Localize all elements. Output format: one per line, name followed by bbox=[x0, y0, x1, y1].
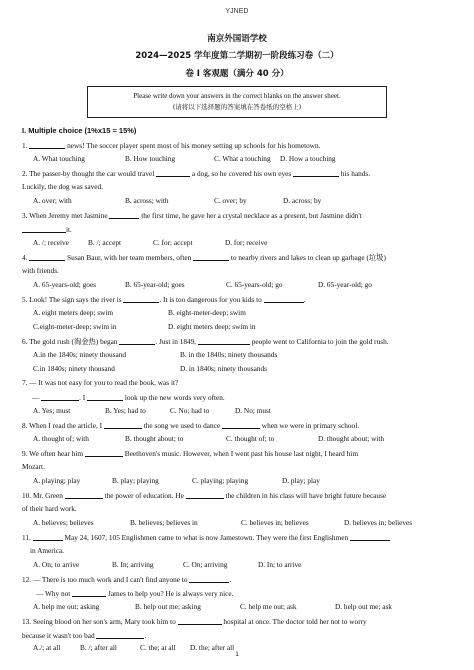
option-d: D. help out me; ask bbox=[335, 602, 392, 611]
option-d: D. for; receive bbox=[225, 238, 268, 247]
option-c: C.in 1840s; ninety thousand bbox=[33, 364, 115, 373]
option-c: C. over; by bbox=[214, 196, 247, 205]
option-b: B. /; accept bbox=[88, 238, 122, 247]
option-b: B. play; playing bbox=[112, 476, 159, 485]
question-2-line-2: Luckily, the dog was saved. bbox=[22, 182, 103, 191]
option-d: D. in 1840s; ninety thousands bbox=[180, 364, 267, 373]
question-10: 10. Mr. Green the power of education. He the children in his class will have bright future because bbox=[22, 491, 387, 500]
option-a: A./; at all bbox=[33, 643, 61, 652]
option-a: A. playing; play bbox=[33, 476, 81, 485]
question-9: 9. We often hear him Beethoven's music. However, when I went past his house last night, I heard him bbox=[22, 449, 358, 458]
answer-blank bbox=[198, 336, 250, 345]
question-12-line-2: — Why not James to help you? He is always very nice. bbox=[36, 589, 234, 598]
answer-blank bbox=[41, 392, 79, 401]
answer-blank bbox=[85, 448, 123, 457]
answer-blank bbox=[22, 224, 66, 233]
option-d: D. In; to arrive bbox=[258, 560, 302, 569]
option-b: B. /; after all bbox=[80, 643, 117, 652]
option-a: A.in the 1840s; ninety thousand bbox=[33, 350, 127, 359]
answer-blank bbox=[156, 168, 190, 177]
option-b: B. thought about; to bbox=[125, 434, 184, 443]
question-6: 6. The gold rush (淘金热) began . Just in 1849, people went to California to join the gold rush. bbox=[22, 337, 389, 346]
option-c: C. What a touching bbox=[214, 154, 271, 163]
instruction-box bbox=[87, 86, 387, 118]
option-a: A. believes; believes bbox=[33, 518, 94, 527]
answer-blank bbox=[193, 252, 229, 261]
answer-blank bbox=[222, 420, 260, 429]
school-name: 南京外国语学校 bbox=[207, 34, 267, 44]
question-9-line-2: Mozart. bbox=[22, 462, 45, 471]
answer-blank bbox=[123, 294, 159, 303]
option-c: C. the; at all bbox=[140, 643, 176, 652]
question-8: 8. When I read the article, I the song we used to dance when we were in primary school. bbox=[22, 421, 360, 430]
option-a: A. over; with bbox=[33, 196, 72, 205]
option-c: C. for; accept bbox=[153, 238, 193, 247]
answer-blank bbox=[96, 630, 144, 639]
option-b: B. help out me; asking bbox=[135, 602, 201, 611]
answer-blank bbox=[29, 140, 65, 149]
option-b: B. Yes; had to bbox=[105, 406, 146, 415]
answer-blank bbox=[33, 532, 63, 541]
option-c: C. No; had to bbox=[170, 406, 210, 415]
option-c: C. 65-years-old; go bbox=[226, 280, 283, 289]
answer-blank bbox=[119, 336, 155, 345]
option-c: C. thought of; to bbox=[226, 434, 275, 443]
option-a: A. eight meters deep; swim bbox=[33, 308, 114, 317]
option-a: A. 65-years-old; goes bbox=[33, 280, 97, 289]
answer-blank bbox=[178, 616, 222, 625]
answer-blank bbox=[29, 252, 65, 261]
answer-blank bbox=[109, 210, 139, 219]
option-a: A. On; to arrive bbox=[33, 560, 80, 569]
option-d: D. thought about; with bbox=[318, 434, 385, 443]
question-5: 5. Look! The sign says the river is . It is too dangerous for you kids to . bbox=[22, 295, 306, 304]
option-c: C.eight-meter-deep; swim in bbox=[33, 322, 117, 331]
option-d: D. play; play bbox=[282, 476, 320, 485]
option-d: D. 65-year-old; go bbox=[318, 280, 372, 289]
option-a: A. thought of; with bbox=[33, 434, 89, 443]
question-7: 7. — It was not easy for you to read the book, was it? bbox=[22, 378, 179, 387]
option-d: D. How a touching bbox=[280, 154, 336, 163]
option-c: C. help me out; ask bbox=[240, 602, 297, 611]
option-b: B. How touching bbox=[125, 154, 176, 163]
answer-blank bbox=[293, 168, 339, 177]
option-d: D. across; by bbox=[283, 196, 322, 205]
section-heading: I. Multiple choice (1%x15 = 15%) bbox=[22, 126, 137, 135]
answer-blank bbox=[264, 294, 304, 303]
answer-blank bbox=[65, 490, 103, 499]
instruction-chinese: (请将以下选择题的答案填在答卷纸的空格上) bbox=[172, 103, 302, 111]
option-b: B. In; arriving bbox=[112, 560, 154, 569]
question-4-line-2: with friends. bbox=[22, 266, 59, 275]
option-d: D. believes in; believes bbox=[344, 518, 413, 527]
question-2: 2. The passer-by thought the car would travel a dog, so he covered his own eyes his hands. bbox=[22, 169, 371, 178]
answer-blank bbox=[104, 420, 142, 429]
question-13: 13. Seeing blood on her son's arm, Mary took him to hospital at once. The doctor told her not to worry bbox=[22, 617, 367, 626]
answer-blank bbox=[350, 532, 390, 541]
option-b: B. in the 1840s; ninety thousands bbox=[180, 350, 278, 359]
question-3-line-2: it. bbox=[22, 224, 452, 234]
option-c: C. believes in; believes bbox=[241, 518, 309, 527]
answer-blank bbox=[189, 574, 229, 583]
question-13-line-2: because it wasn't too bad . bbox=[22, 631, 147, 640]
option-d: D. No; must bbox=[235, 406, 271, 415]
exam-title: 2024—2025 学年度第二学期初一阶段练习卷（二） bbox=[135, 51, 339, 61]
option-a: A. What touching bbox=[33, 154, 85, 163]
question-3: 3. When Jeremy met Jasmine the first time, he gave her a crystal necklace as a present, but Jasmine didn't bbox=[22, 211, 362, 220]
question-11: 11. May 24, 1607, 105 Englishmen came to what is now Jamestown. They were the first Englishmen bbox=[22, 532, 452, 542]
instruction-english: Please write down your answers in the correct blanks on the answer sheet. bbox=[133, 92, 341, 100]
option-c: C. On; arriving bbox=[183, 560, 228, 569]
answer-blank bbox=[87, 392, 123, 401]
page-number: 1 bbox=[235, 652, 239, 658]
question-4: 4. Susan Baur, with her team members, often to nearby rivers and lakes to clean up garbage (垃圾) bbox=[22, 253, 386, 262]
option-b: B. across; with bbox=[125, 196, 169, 205]
question-12: 12. — There is too much work and I can't find anyone to . bbox=[22, 575, 232, 584]
watermark: YJNED bbox=[225, 8, 249, 15]
answer-blank bbox=[186, 490, 224, 499]
option-b: B. eight-meter-deep; swim bbox=[168, 308, 246, 317]
option-d: D. the; after all bbox=[190, 643, 235, 652]
option-a: A. /; receive bbox=[33, 238, 69, 247]
question-1: 1. news! The soccer player spent most of his money setting up schools for his hometown. bbox=[22, 141, 321, 150]
question-10-line-2: of their hard work. bbox=[22, 504, 77, 513]
paper-subtitle: 卷 I 客观题（满分 40 分） bbox=[185, 69, 289, 79]
option-a: A. help me out; asking bbox=[33, 602, 100, 611]
question-11-line-2: in America. bbox=[30, 546, 65, 555]
option-a: A. Yes; must bbox=[33, 406, 71, 415]
option-b: B. believes; believes in bbox=[130, 518, 198, 527]
question-7-line-2: — . I look up the new words very often. bbox=[32, 393, 225, 402]
option-c: C. playing; playing bbox=[192, 476, 249, 485]
option-d: D. eight meters deep; swim in bbox=[168, 322, 256, 331]
answer-blank bbox=[72, 588, 106, 597]
option-b: B. 65-year-old; goes bbox=[125, 280, 185, 289]
